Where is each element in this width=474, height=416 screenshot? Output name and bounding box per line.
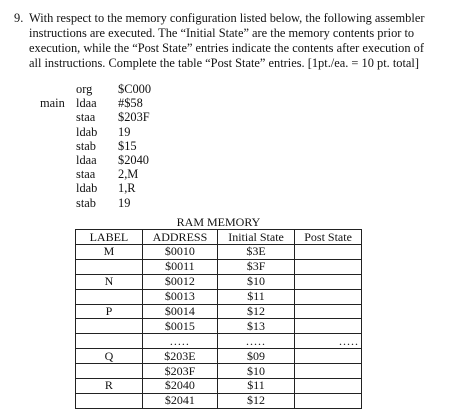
cell-address: $2041 — [142, 393, 217, 408]
cell-initial-state: $13 — [217, 319, 294, 334]
cell-post-state[interactable] — [295, 274, 362, 289]
cell-initial-state: $12 — [217, 304, 294, 319]
code-operand: 2,M — [118, 167, 139, 182]
question-line: With respect to the memory configuration listed below, the following assembler — [29, 11, 425, 25]
cell-address: $0015 — [142, 319, 217, 334]
table-header-row — [76, 230, 362, 245]
code-opcode: stab — [76, 195, 96, 210]
assembly-code — [40, 82, 151, 210]
code-line — [40, 125, 151, 139]
code-line — [40, 167, 151, 181]
cell-post-state[interactable] — [295, 379, 362, 394]
code-operand: #$58 — [118, 96, 143, 111]
cell-initial-state: $09 — [217, 349, 294, 364]
code-label — [40, 153, 76, 167]
cell-initial-state: $11 — [217, 289, 294, 304]
code-operand: $2040 — [118, 152, 149, 167]
code-operand: $C000 — [118, 82, 152, 96]
cell-address: $0013 — [142, 289, 217, 304]
code-operand: 1,R — [118, 181, 136, 196]
cell-post-ellipsis: ..... — [295, 334, 362, 349]
question-text — [29, 11, 464, 71]
cell-post-state[interactable] — [295, 349, 362, 364]
code-opcode: ldab — [76, 124, 98, 139]
table-row — [76, 259, 362, 274]
code-line — [40, 110, 151, 124]
ram-memory-table-container — [75, 215, 365, 409]
code-line — [40, 96, 151, 110]
table-title-row — [76, 215, 362, 230]
cell-post-state[interactable] — [295, 245, 362, 260]
cell-post-state[interactable] — [295, 304, 362, 319]
cell-initial-state: $10 — [217, 274, 294, 289]
cell-label: N — [76, 274, 143, 289]
cell-initial-state: $10 — [217, 364, 294, 379]
code-label: main — [40, 96, 65, 111]
question-block — [14, 11, 464, 71]
cell-address-ellipsis: ..... — [142, 334, 217, 349]
cell-label: M — [76, 245, 143, 260]
table-row — [76, 393, 362, 408]
code-operand: 19 — [118, 195, 131, 210]
cell-label — [76, 334, 143, 349]
cell-post-state[interactable] — [295, 364, 362, 379]
question-line: execution, while the “Post State” entries indicate the contents after execution of — [29, 41, 424, 55]
code-opcode: ldab — [76, 181, 98, 196]
cell-initial-state: $11 — [217, 379, 294, 394]
header-initial-state: Initial State — [217, 230, 294, 245]
cell-address: $203F — [142, 364, 217, 379]
question-line: instructions are executed. The “Initial State” are the memory contents prior to — [29, 26, 415, 40]
cell-label — [76, 289, 143, 304]
code-line — [40, 82, 151, 96]
code-opcode: ldaa — [76, 152, 97, 167]
cell-initial-state: $3E — [217, 245, 294, 260]
code-operand: $15 — [118, 138, 137, 153]
cell-post-state[interactable] — [295, 319, 362, 334]
ram-memory-table — [75, 215, 362, 409]
header-address: ADDRESS — [142, 230, 217, 245]
question-number: 9. — [14, 11, 24, 25]
table-row — [76, 379, 362, 394]
code-line — [40, 139, 151, 153]
table-row — [76, 245, 362, 260]
code-opcode: ldaa — [76, 96, 97, 111]
cell-label — [76, 364, 143, 379]
cell-address: $0010 — [142, 245, 217, 260]
cell-label — [76, 259, 143, 274]
table-title: RAM MEMORY — [76, 215, 362, 230]
code-opcode: org — [76, 82, 93, 96]
header-post-state: Post State — [295, 230, 362, 245]
cell-post-state[interactable] — [295, 289, 362, 304]
code-label — [40, 139, 76, 153]
code-line — [40, 181, 151, 195]
cell-initial-state: $3F — [217, 259, 294, 274]
table-row — [76, 274, 362, 289]
cell-label: P — [76, 304, 143, 319]
code-label — [40, 196, 76, 210]
code-label — [40, 110, 76, 124]
code-opcode: stab — [76, 138, 96, 153]
code-line — [40, 153, 151, 167]
cell-label — [76, 319, 143, 334]
code-opcode: staa — [76, 167, 96, 182]
code-operand: 19 — [118, 124, 131, 139]
cell-address: $0012 — [142, 274, 217, 289]
cell-initial-ellipsis: ..... — [217, 334, 294, 349]
code-label — [40, 167, 76, 181]
cell-label: R — [76, 379, 143, 394]
cell-address: $0011 — [142, 259, 217, 274]
table-row — [76, 304, 362, 319]
cell-address: $203E — [142, 349, 217, 364]
cell-initial-state: $12 — [217, 393, 294, 408]
cell-address: $2040 — [142, 379, 217, 394]
code-line — [40, 196, 151, 210]
cell-label: Q — [76, 349, 143, 364]
table-row-ellipsis — [76, 334, 362, 349]
header-label: LABEL — [76, 230, 143, 245]
code-opcode: staa — [76, 110, 96, 125]
table-row — [76, 319, 362, 334]
cell-post-state[interactable] — [295, 259, 362, 274]
cell-address: $0014 — [142, 304, 217, 319]
table-row — [76, 364, 362, 379]
table-row — [76, 289, 362, 304]
table-row — [76, 349, 362, 364]
code-label — [40, 82, 76, 96]
code-label — [40, 125, 76, 139]
code-operand: $203F — [118, 110, 150, 125]
cell-post-state[interactable] — [295, 393, 362, 408]
question-line: all instructions. Complete the table “Post State” entries. [1pt./ea. = 10 pt. total] — [29, 56, 419, 70]
cell-label — [76, 393, 143, 408]
code-label — [40, 181, 76, 195]
